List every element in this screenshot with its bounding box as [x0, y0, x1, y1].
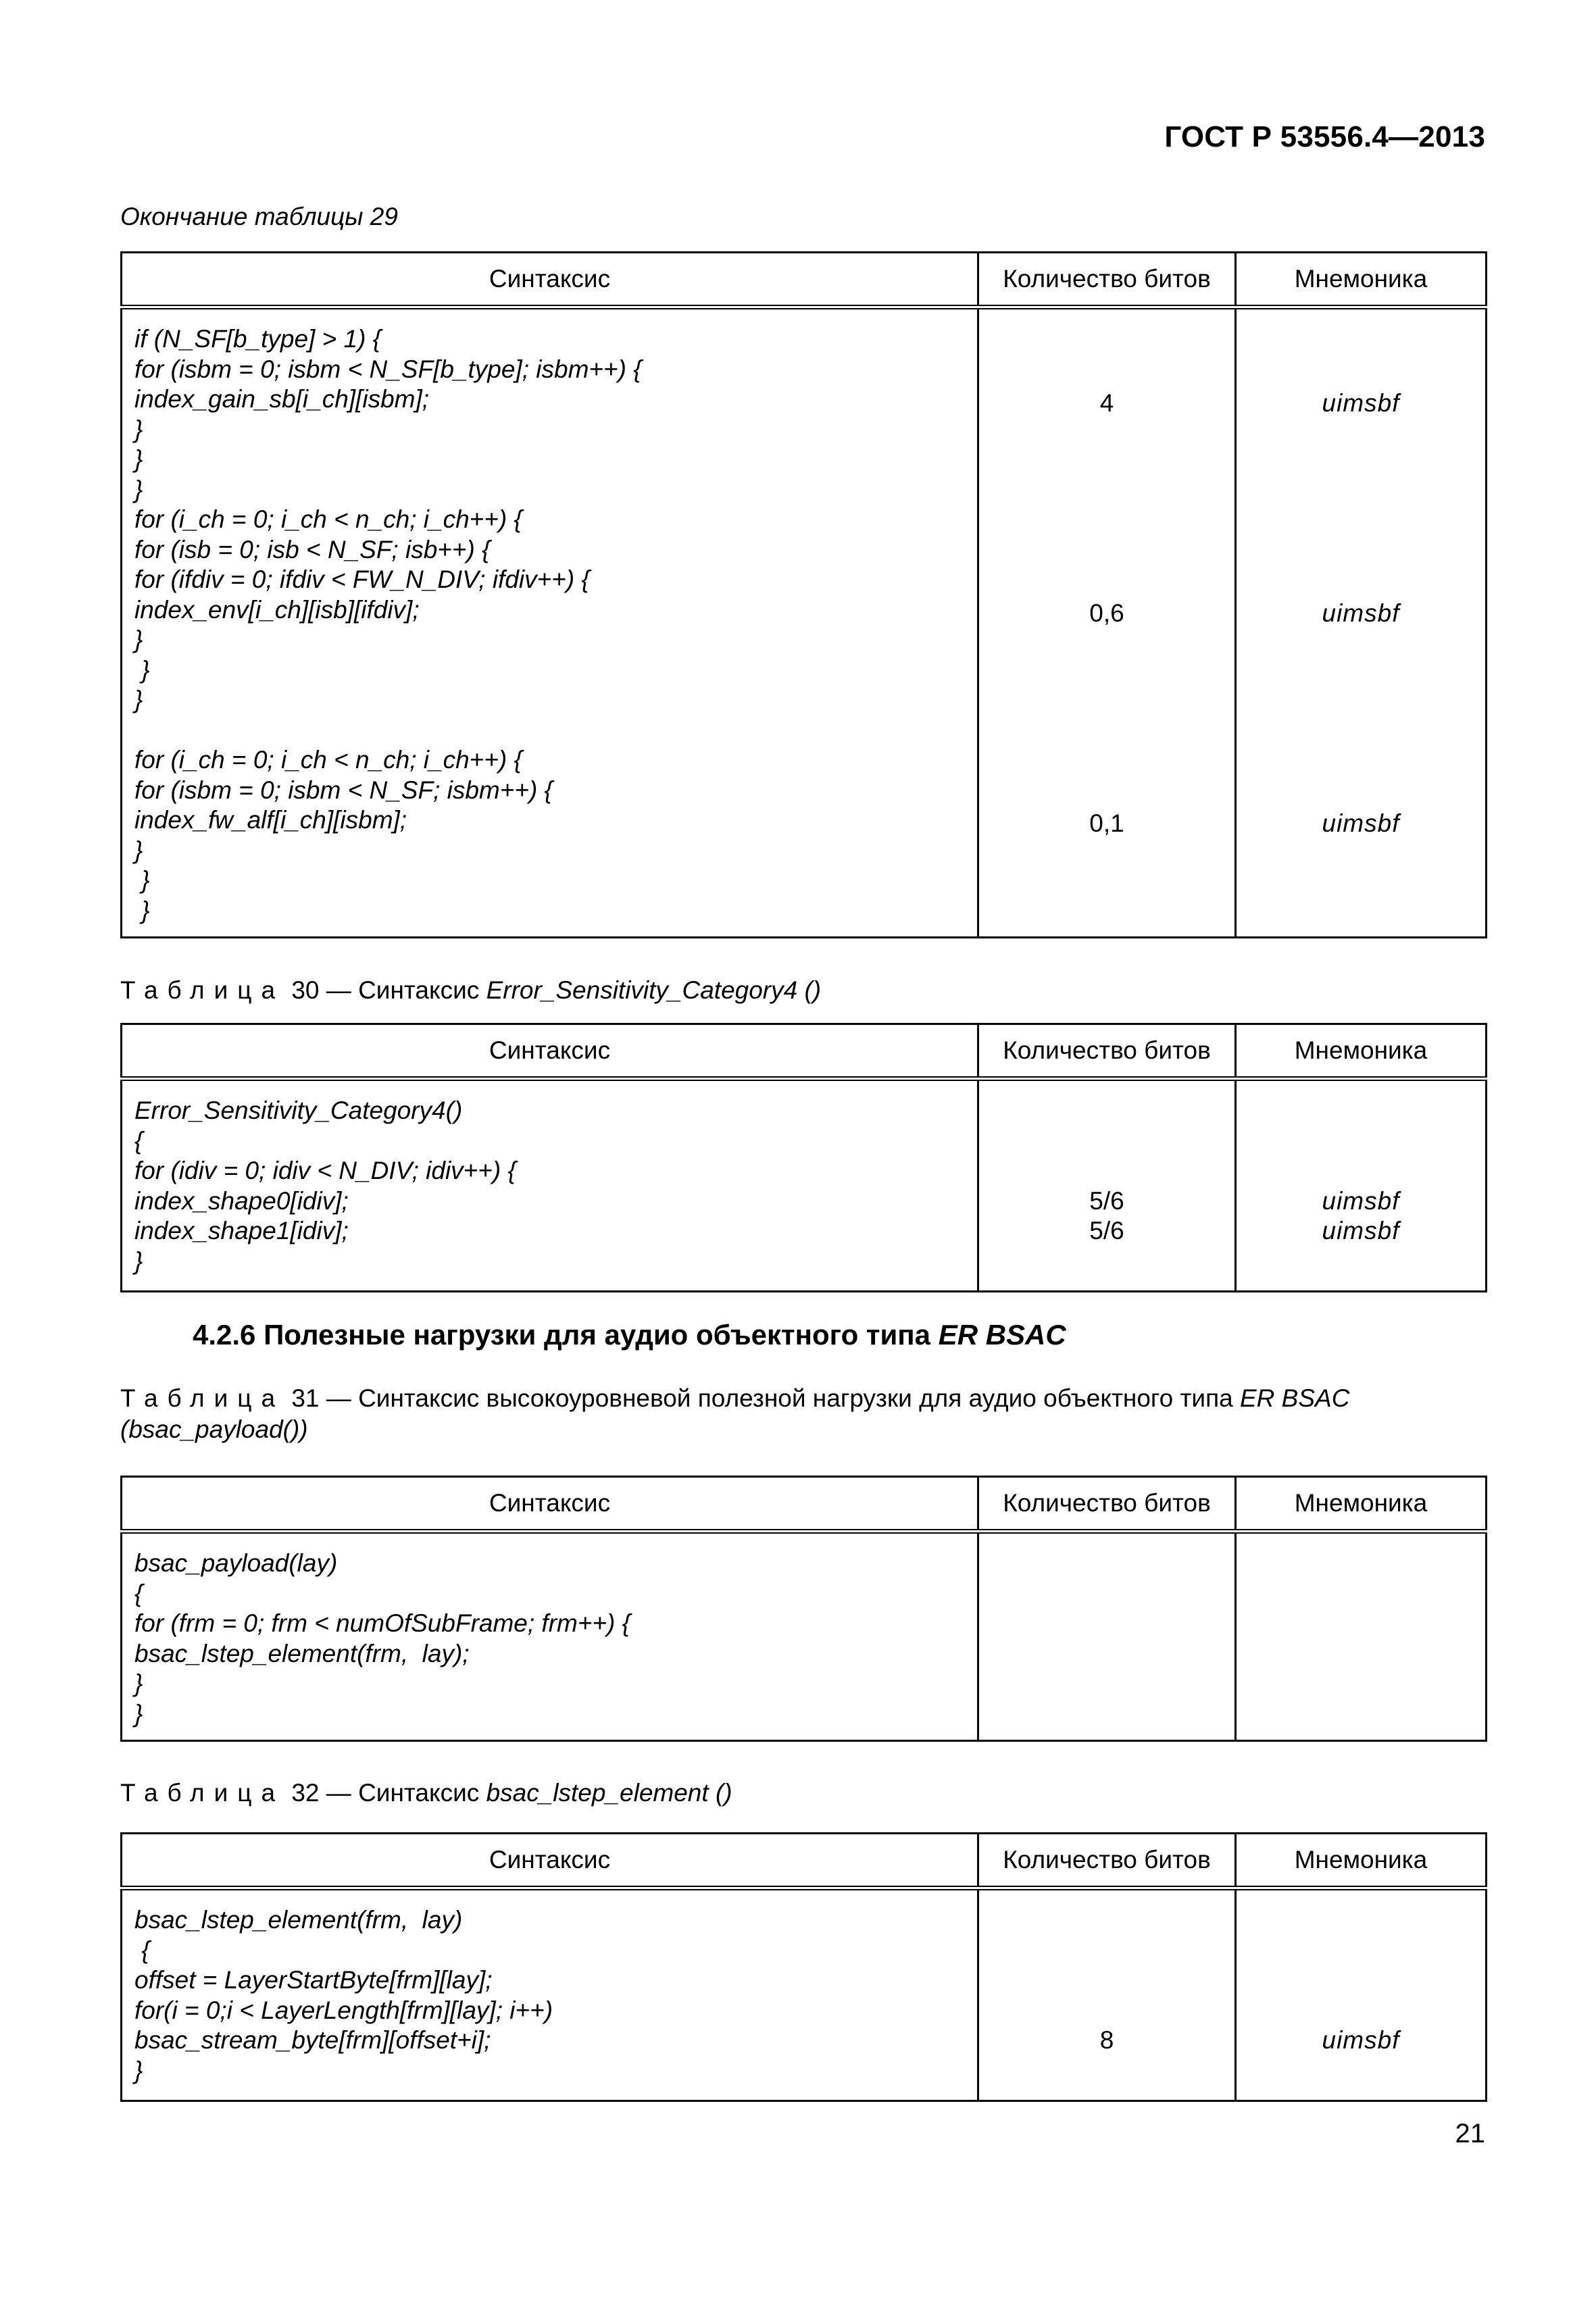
header-mnemonic: Мнемоника — [1236, 1834, 1487, 1888]
code-line: for(i = 0;i < LayerLength[frm][lay]; i++) — [134, 1996, 553, 2024]
code-line: bsac_lstep_element(frm, lay) — [134, 1906, 463, 1934]
table32-caption: Таблица 32 — Синтаксис bsac_lstep_element () — [120, 1779, 732, 1807]
table32 — [120, 1832, 1487, 2102]
table30-caption: Таблица 30 — Синтаксис Error_Sensitivity_Category4 () — [120, 976, 822, 1004]
syntax-code — [122, 309, 977, 932]
code-line: for (idiv = 0; idiv < N_DIV; idiv++) { — [134, 1157, 516, 1184]
syntax-code — [122, 1890, 977, 2092]
code-line: } — [134, 445, 143, 473]
code-line: for (ifdiv = 0; ifdiv < FW_N_DIV; ifdiv++) { — [134, 565, 590, 593]
code-line: } — [134, 1247, 143, 1275]
table31 — [120, 1476, 1487, 1742]
code-line: bsac_payload(lay) — [134, 1549, 338, 1577]
code-line: } — [134, 2056, 143, 2084]
code-line: } — [134, 415, 143, 443]
code-line: for (isbm = 0; isbm < N_SF[b_type]; isbm++) { — [134, 355, 642, 383]
code-line: Error_Sensitivity_Category4() — [134, 1097, 463, 1124]
header-mnemonic: Мнемоника — [1236, 1024, 1487, 1079]
code-line: index_gain_sb[i_ch][isbm]; — [134, 385, 430, 413]
mnemonic-value: uimsbf — [1322, 1187, 1400, 1215]
header-syntax: Синтаксис — [122, 1024, 978, 1079]
mnemonic-value: uimsbf — [1322, 2026, 1400, 2054]
code-line: offset = LayerStartByte[frm][lay]; — [134, 1966, 493, 1994]
code-line: } — [134, 866, 150, 894]
syntax-code — [122, 1081, 977, 1283]
code-line: for (isbm = 0; isbm < N_SF; isbm++) { — [134, 776, 553, 804]
code-line: bsac_lstep_element(frm, lay); — [134, 1639, 470, 1667]
header-mnemonic: Мнемоника — [1236, 253, 1487, 307]
code-line: for (frm = 0; frm < numOfSubFrame; frm++) { — [134, 1609, 631, 1637]
mnemonic-value: uimsbf — [1322, 599, 1400, 627]
code-line: } — [134, 686, 143, 713]
bits-value: 0,6 — [1089, 599, 1124, 627]
code-line: bsac_stream_byte[frm][offset+i]; — [134, 2026, 491, 2054]
code-line: for (i_ch = 0; i_ch < n_ch; i_ch++) { — [134, 505, 522, 533]
code-line: index_fw_alf[i_ch][isbm]; — [134, 806, 407, 834]
bits-value: 8 — [1099, 2026, 1114, 2054]
syntax-code — [122, 1534, 977, 1736]
code-line: index_env[i_ch][isb][ifdiv]; — [134, 595, 420, 624]
mnemonic-value: uimsbf — [1322, 1217, 1400, 1244]
header-bits: Количество битов — [978, 1477, 1236, 1532]
bits-value: 0,1 — [1089, 809, 1124, 837]
code-line: } — [134, 896, 150, 924]
header-syntax: Синтаксис — [122, 1834, 978, 1888]
code-line: for (i_ch = 0; i_ch < n_ch; i_ch++) { — [134, 746, 522, 774]
header-syntax: Синтаксис — [122, 1477, 978, 1532]
bits-value: 5/6 — [1089, 1187, 1124, 1215]
code-line: } — [134, 1699, 143, 1728]
page-number: 21 — [1455, 2119, 1485, 2148]
table29-caption: Окончание таблицы 29 — [120, 203, 398, 230]
code-line: index_shape1[idiv]; — [134, 1217, 349, 1244]
header-bits: Количество битов — [978, 1024, 1236, 1079]
document-header: ГОСТ Р 53556.4—2013 — [1164, 120, 1485, 153]
table29-end — [120, 251, 1487, 938]
bits-value: 4 — [1099, 389, 1114, 417]
header-bits: Количество битов — [978, 1834, 1236, 1888]
table30 — [120, 1023, 1487, 1292]
header-syntax: Синтаксис — [122, 253, 978, 307]
code-line: } — [134, 626, 143, 653]
mnemonic-value: uimsbf — [1322, 809, 1400, 837]
code-line: { — [134, 1126, 143, 1155]
code-line: { — [134, 1579, 143, 1607]
code-line: index_shape0[idiv]; — [134, 1186, 349, 1215]
table31-caption-line2: (bsac_payload()) — [120, 1415, 308, 1443]
code-line: } — [134, 836, 143, 864]
code-line: for (isb = 0; isb < N_SF; isb++) { — [134, 535, 491, 563]
table31-caption: Таблица 31 — Синтаксис высокоуровневой полезной нагрузки для аудио объектного типа ER BSAC — [120, 1384, 1350, 1412]
code-line: } — [134, 1669, 143, 1697]
header-bits: Количество битов — [978, 253, 1236, 307]
section-heading: 4.2.6 Полезные нагрузки для аудио объектного типа ER BSAC — [193, 1319, 1066, 1351]
bits-value: 5/6 — [1089, 1217, 1124, 1244]
code-line — [134, 715, 977, 746]
code-line: } — [134, 655, 150, 684]
code-line: } — [134, 475, 143, 503]
code-line: if (N_SF[b_type] > 1) { — [134, 325, 382, 353]
header-mnemonic: Мнемоника — [1236, 1477, 1487, 1532]
code-line: { — [134, 1936, 150, 1964]
mnemonic-value: uimsbf — [1322, 389, 1400, 417]
